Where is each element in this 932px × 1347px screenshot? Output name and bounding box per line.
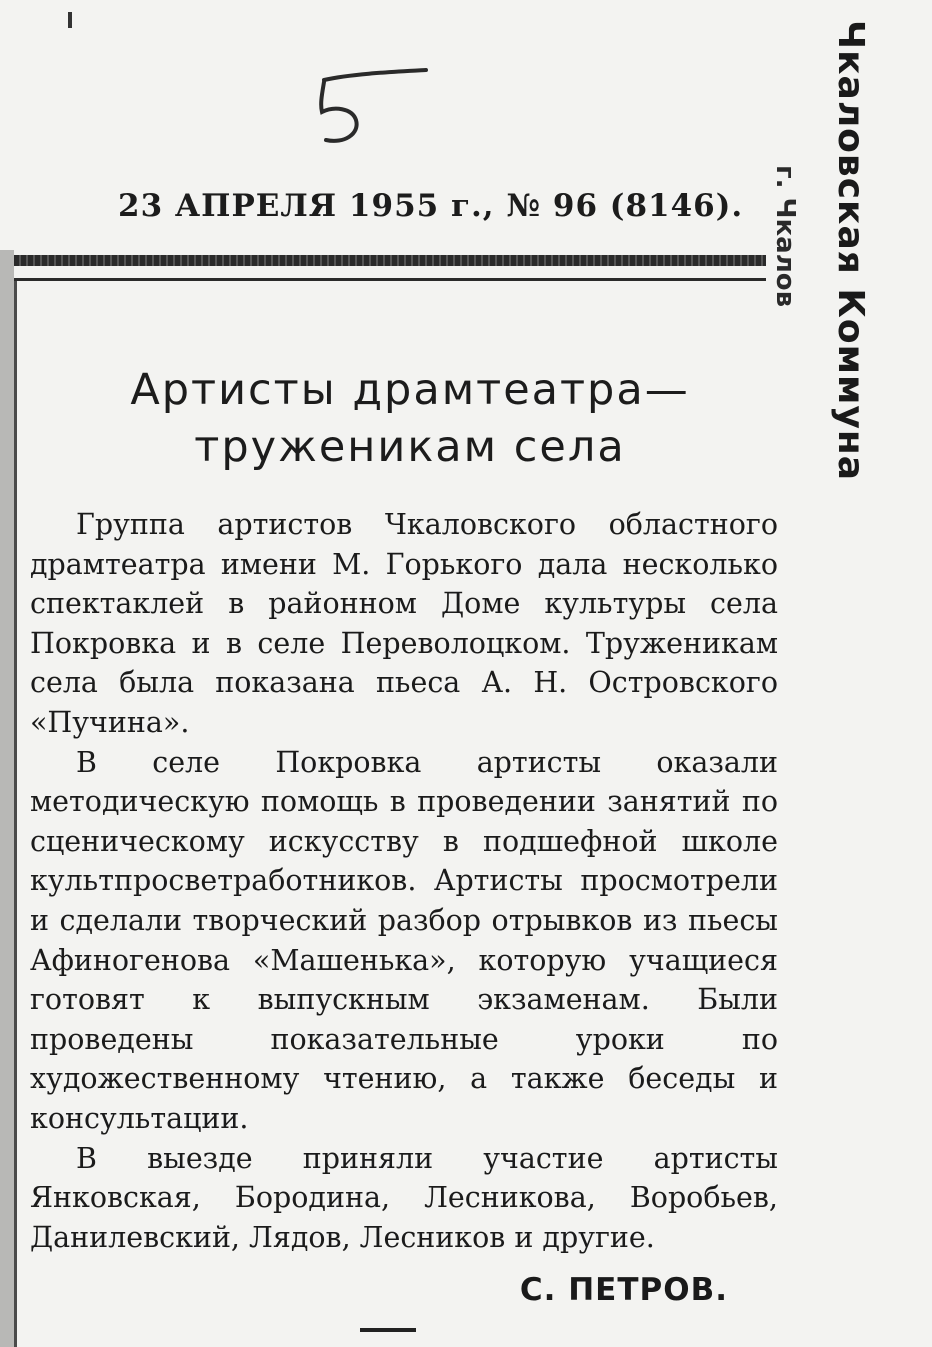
headline-line-1: Артисты драмтеатра— <box>130 365 690 415</box>
author-signature: С. ПЕТРОВ. <box>519 1272 728 1308</box>
handwritten-page-mark <box>300 60 440 150</box>
newspaper-masthead: Чкаловская Коммуна <box>830 20 871 482</box>
article-paragraph: В селе Покровка артисты оказали методическую помощь в проведении занятий по сценическому искусству в подшефной школе культпросветработников. Артисты просмотрели и сделали творческий разбор отрывков из пьесы Афиногенова «Машенька», которую учащиеся готовят к выпускным экзаменам. Были проведены показательные уроки по художественному чтению, а также беседы и консультации. <box>30 745 778 1135</box>
issue-date-line: 23 АПРЕЛЯ 1955 г., № 96 (8146). <box>118 188 744 224</box>
newspaper-city: г. Чкалов <box>770 165 800 308</box>
column-rule <box>14 280 17 1347</box>
article-end-rule <box>360 1328 416 1332</box>
header-rule-thick <box>14 255 766 266</box>
article-body <box>30 505 778 1257</box>
headline-line-2: труженикам села <box>194 422 626 472</box>
header-rule-thin <box>14 278 766 281</box>
torn-left-edge <box>0 250 14 1347</box>
article-paragraph: В выезде приняли участие артисты Янковская, Бородина, Лесникова, Воробьев, Данилевский, Лядов, Лесников и другие. <box>30 1141 778 1254</box>
article-paragraph: Группа артистов Чкаловского областного драмтеатра имени М. Горького дала несколько спектаклей в районном Доме культуры села Покровка и в селе Переволоцком. Труженикам села была показана пьеса А. Н. Островского «Пучина». <box>30 508 778 739</box>
print-speck <box>68 12 72 28</box>
article-headline <box>60 362 760 476</box>
